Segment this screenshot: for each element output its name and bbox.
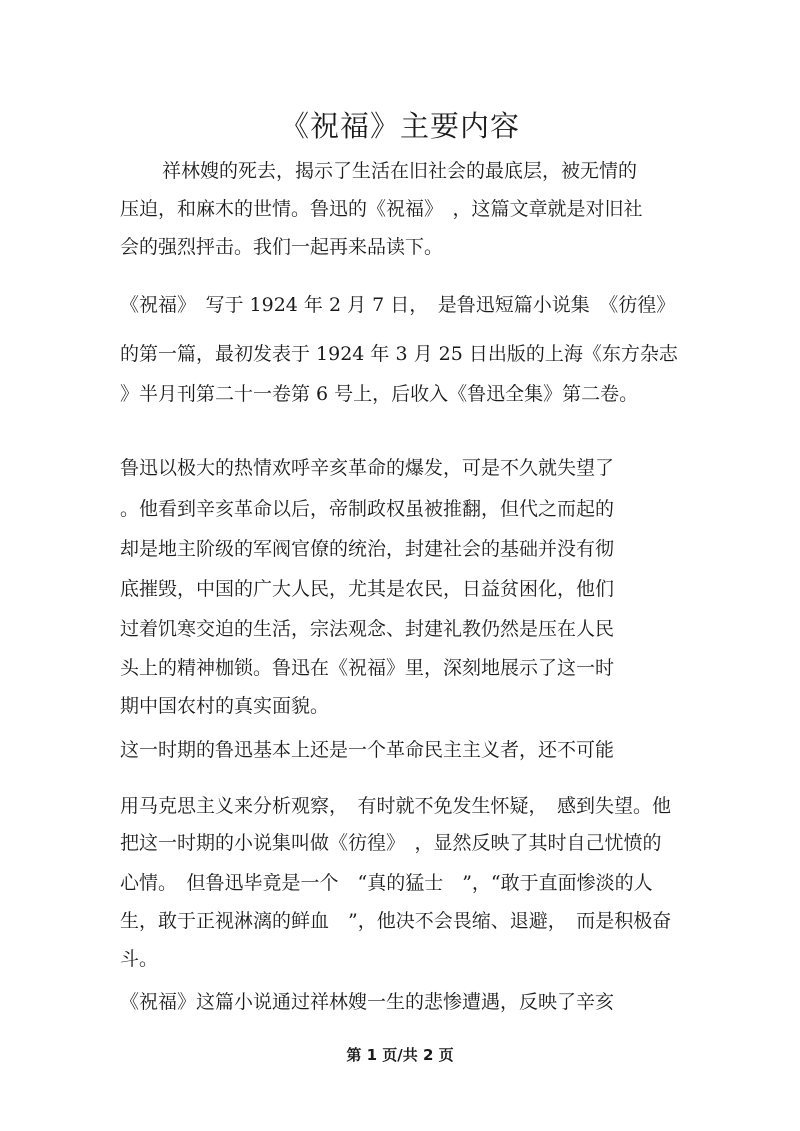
paragraph-5-line-1: 用马克思主义来分析观察， 有时就不免发生怀疑， 感到失望。他 (120, 795, 672, 817)
paragraph-4-line-1: 这一时期的鲁迅基本上还是一个革命民主主义者，还不可能 (120, 739, 615, 761)
paragraph-3-line-6: 头上的精神枷锁。鲁迅在《祝福》里，深刻地展示了这一时 (120, 657, 615, 679)
paragraph-2-line-1: 《祝福》 写于 1924 年 2 月 7 日， 是鲁迅短篇小说集 《彷徨》 (120, 294, 676, 316)
paragraph-5-line-4: 生，敢于正视淋漓的鲜血 ”，他决不会畏缩、退避， 而是积极奋 (120, 910, 672, 932)
paragraph-3-line-1: 鲁迅以极大的热情欢呼辛亥革命的爆发，可是不久就失望了 (120, 457, 615, 479)
paragraph-2-line-2: 的第一篇，最初发表于 1924 年 3 月 25 日出版的上海《东方杂志 (120, 343, 678, 365)
paragraph-3-line-3: 却是地主阶级的军阀官僚的统治，封建社会的基础并没有彻 (120, 538, 615, 560)
paragraph-5-line-5: 斗。 (120, 948, 159, 970)
page-title: 《祝福》主要内容 (279, 109, 520, 143)
paragraph-3-line-4: 底摧毁，中国的广大人民，尤其是农民，日益贫困化，他们 (120, 578, 615, 600)
paragraph-1-line-1: 祥林嫂的死去，揭示了生活在旧社会的最底层，被无情的 (162, 160, 638, 182)
paragraph-1-line-2: 压迫，和麻木的世情。鲁迅的《祝福》 ，这篇文章就是对旧社 (120, 198, 643, 220)
paragraph-6-line-1: 《祝福》这篇小说通过祥林嫂一生的悲惨遭遇，反映了辛亥 (120, 991, 615, 1013)
paragraph-5-line-3: 心情。 但鲁迅毕竟是一个 “真的猛士 ”，“敢于直面惨淡的人 (120, 872, 653, 894)
paragraph-5-line-2: 把这一时期的小说集叫做《彷徨》 ，显然反映了其时自己忧愤的 (120, 832, 662, 854)
paragraph-1-line-3: 会的强烈抨击。我们一起再来品读下。 (120, 236, 444, 258)
paragraph-3-line-2: 。他看到辛亥革命以后，帝制政权虽被推翻，但代之而起的 (120, 498, 615, 520)
paragraph-3-line-5: 过着饥寒交迫的生活，宗法观念、封建礼教仍然是压在人民 (120, 618, 615, 640)
page-footer: 第 1 页/共 2 页 (346, 1046, 454, 1064)
paragraph-2-line-3: 》半月刊第二十一卷第 6 号上，后收入《鲁迅全集》第二卷。 (120, 383, 639, 405)
paragraph-3-line-7: 期中国农村的真实面貌。 (120, 695, 330, 717)
